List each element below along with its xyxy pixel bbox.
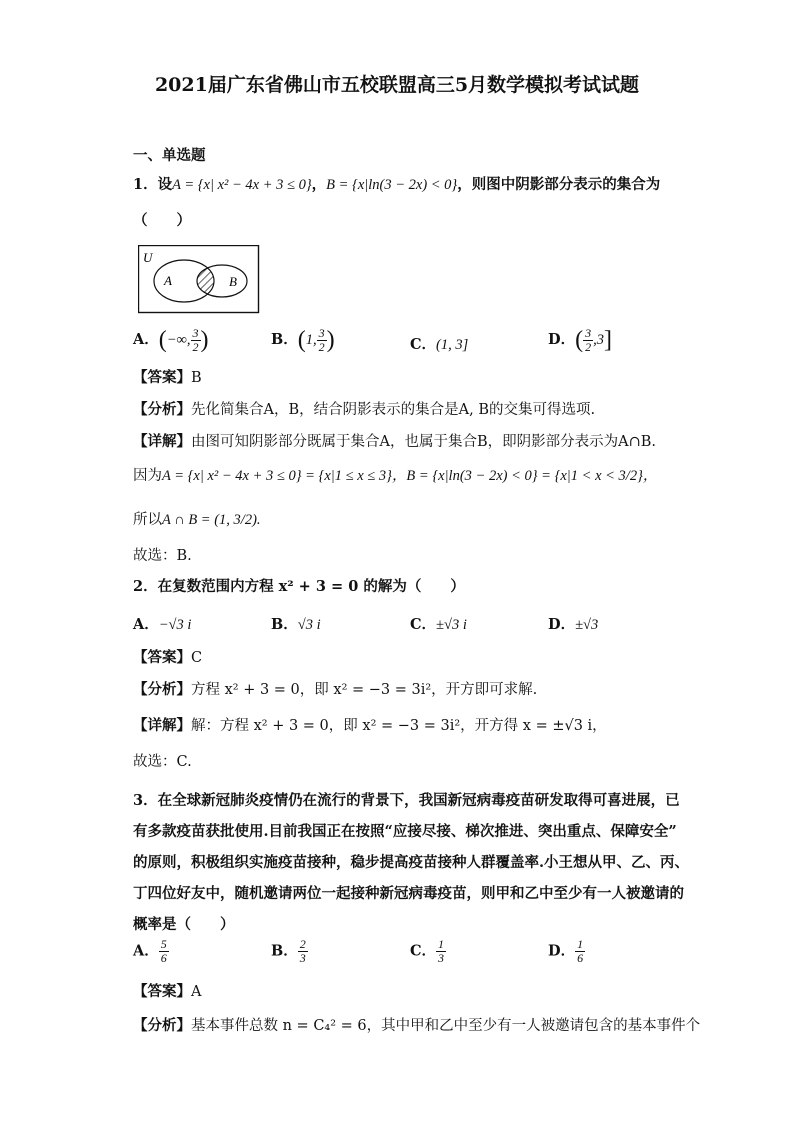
q1-analysis bbox=[133, 400, 595, 420]
q1-answer-tag: 【答案】 bbox=[133, 369, 191, 386]
section-heading: 一、单选题 bbox=[133, 147, 206, 164]
q3-option-a-label: A． bbox=[133, 942, 159, 960]
q1-because-b: ，B = {x|ln(3 − 2x) < 0} = {x|1 < x < 3/2}， bbox=[391, 468, 658, 484]
q1-answer bbox=[133, 368, 202, 388]
q3-stem-line: 丁四位好友中，随机邀请两位一起接种新冠病毒疫苗，则甲和乙中至少有一人被邀请的 bbox=[133, 885, 684, 902]
q1-because-word: 因为 bbox=[133, 468, 162, 484]
q2-answer-value: C bbox=[191, 650, 203, 666]
q2-analysis-text: 方程 x² + 3 = 0，即 x² = −3 = 3i²，开方即可求解. bbox=[191, 682, 538, 698]
q1-because-line bbox=[133, 466, 657, 486]
q2-detail-tag: 【详解】 bbox=[133, 717, 191, 734]
q2-option-b bbox=[271, 613, 321, 634]
q2-option-d-value: ±√3 bbox=[575, 617, 599, 633]
q3-option-c-num: 1 bbox=[438, 937, 445, 951]
q1-so-line bbox=[133, 510, 261, 530]
q1-conclusion: 故选：B. bbox=[133, 548, 192, 564]
q1-option-b-label: B． bbox=[271, 330, 298, 348]
q2-option-d bbox=[548, 613, 598, 634]
q2-detail-text: 解：方程 x² + 3 = 0，即 x² = −3 = 3i²，开方得 x = ±√3 i， bbox=[191, 718, 607, 734]
q2-answer bbox=[133, 648, 202, 668]
q1-option-c-label: C． bbox=[410, 336, 437, 353]
q3-answer-tag: 【答案】 bbox=[133, 983, 191, 1000]
q3-option-d-label: D． bbox=[548, 942, 576, 960]
q3-stem-line: 3．在全球新冠肺炎疫情仍在流行的背景下，我国新冠病毒疫苗研发取得可喜进展，已 bbox=[133, 792, 680, 809]
q3-option-a-num: 5 bbox=[160, 937, 167, 951]
q3-option-d bbox=[548, 938, 585, 965]
q1-ask: ，则图中阴影部分表示的集合为 bbox=[457, 176, 661, 193]
q3-option-a-den: 6 bbox=[160, 951, 167, 965]
q1-option-b bbox=[271, 327, 335, 354]
q1-because-a: A = {x| x² − 4x + 3 ≤ 0} = {x|1 ≤ x ≤ 3} bbox=[162, 468, 392, 484]
q1-so-word: 所以 bbox=[133, 512, 162, 528]
q1-analysis-tag: 【分析】 bbox=[133, 401, 191, 418]
q2-option-c-label: C． bbox=[410, 616, 437, 633]
q3-option-b bbox=[271, 938, 308, 965]
q1-option-a-value: (−∞, $\frac{3}{2}$ ) bbox=[158, 326, 209, 354]
q2-option-a-label: A． bbox=[133, 616, 159, 633]
q3-option-c-label: C． bbox=[410, 942, 437, 960]
q1-detail-text: 由图可知阴影部分既属于集合A，也属于集合B，即阴影部分表示为A∩B. bbox=[191, 434, 657, 450]
q3-analysis-text: 基本事件总数 n = C₄² = 6，其中甲和乙中至少有一人被邀请包含的基本事件个 bbox=[191, 1018, 701, 1034]
q1-answer-value: B bbox=[191, 370, 202, 386]
q1-option-c-value: (1, 3] bbox=[436, 337, 469, 353]
q3-analysis bbox=[133, 1016, 700, 1036]
q3-option-d-den: 6 bbox=[577, 951, 584, 965]
q3-option-c bbox=[410, 938, 446, 965]
q2-option-d-label: D． bbox=[548, 616, 576, 633]
q2-conclusion: 故选：C. bbox=[133, 754, 192, 770]
q3-option-a bbox=[133, 938, 169, 965]
q1-number: 1．设 bbox=[133, 176, 173, 193]
q1-so-expr: A ∩ B = (1, 3/2). bbox=[162, 512, 261, 528]
q1-option-c bbox=[410, 333, 468, 354]
venn-diagram bbox=[138, 245, 260, 314]
q2-analysis bbox=[133, 680, 537, 700]
q1-option-a-label: A． bbox=[133, 330, 159, 348]
q1-option-d bbox=[548, 327, 612, 354]
q2-answer-tag: 【答案】 bbox=[133, 649, 191, 666]
q3-answer-value: A bbox=[191, 984, 202, 1000]
q3-stem-line: 概率是（ ） bbox=[133, 916, 235, 933]
q1-paren: （ ） bbox=[133, 212, 191, 229]
q1-comma: ， bbox=[311, 176, 327, 193]
q1-option-d-value: ( $\frac{3}{2}$ ,3] bbox=[575, 326, 612, 354]
q2-option-b-label: B． bbox=[271, 616, 298, 633]
q2-option-c bbox=[410, 613, 467, 634]
q2-analysis-tag: 【分析】 bbox=[133, 681, 191, 698]
q2-option-a-value: −√3 i bbox=[158, 617, 192, 633]
q1-analysis-text: 先化简集合A，B，结合阴影表示的集合是A, B的交集可得选项. bbox=[191, 402, 596, 418]
q2-detail bbox=[133, 716, 607, 736]
q3-answer bbox=[133, 982, 201, 1002]
q1-detail bbox=[133, 432, 656, 452]
q2-option-b-value: √3 i bbox=[297, 617, 321, 633]
q3-option-c-den: 3 bbox=[438, 951, 445, 965]
question-2-stem: 2．在复数范围内方程 x² + 3 = 0 的解为（ ） bbox=[133, 578, 465, 595]
q1-set-a: A = {x| x² − 4x + 3 ≤ 0} bbox=[172, 177, 312, 193]
q3-option-b-label: B． bbox=[271, 942, 298, 960]
q1-set-b: B = {x|ln(3 − 2x) < 0} bbox=[326, 177, 458, 193]
q2-option-c-value: ±√3 i bbox=[436, 617, 467, 633]
question-1-stem bbox=[133, 175, 660, 195]
q3-stem-line: 的原则，积极组织实施疫苗接种，稳步提高疫苗接种人群覆盖率.小王想从甲、乙、丙、 bbox=[133, 854, 690, 871]
q1-option-a bbox=[133, 327, 209, 354]
q3-option-b-den: 3 bbox=[299, 951, 306, 965]
q1-option-b-value: (1, $\frac{3}{2}$ ) bbox=[297, 326, 335, 354]
page-title: 2021届广东省佛山市五校联盟高三5月数学模拟考试试题 bbox=[154, 74, 640, 96]
q2-option-a bbox=[133, 613, 191, 634]
q3-stem-line: 有多款疫苗获批使用.目前我国正在按照“应接尽接、梯次推进、突出重点、保障安全” bbox=[133, 823, 677, 840]
q1-detail-tag: 【详解】 bbox=[133, 433, 191, 450]
q3-analysis-tag: 【分析】 bbox=[133, 1017, 191, 1034]
q1-option-d-label: D． bbox=[548, 330, 576, 348]
venn-label-u: U bbox=[143, 250, 153, 265]
question-3-stem bbox=[133, 785, 689, 940]
q3-option-d-num: 1 bbox=[577, 937, 584, 951]
q3-option-b-num: 2 bbox=[299, 937, 306, 951]
venn-label-b: B bbox=[229, 274, 237, 289]
venn-label-a: A bbox=[164, 273, 172, 288]
